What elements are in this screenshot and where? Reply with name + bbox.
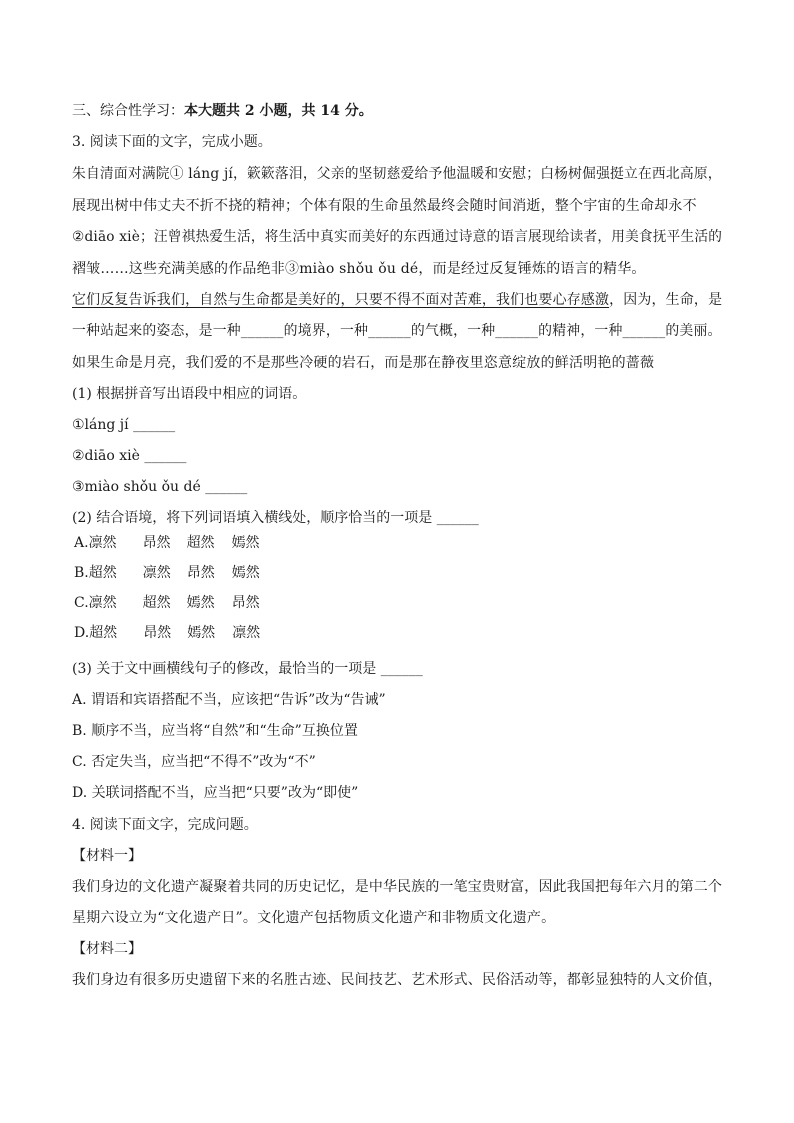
option-word: 超然	[88, 565, 117, 581]
sub-question-2-prompt: (2) 结合语境，将下列词语填入横线处，顺序恰当的一项是 ______	[72, 510, 479, 526]
passage-line-5-tail: ，因为，生命，是	[609, 292, 723, 308]
option-word: 超然	[186, 535, 215, 551]
option-word: 凛然	[142, 565, 171, 581]
passage-line-4: 褶皱……这些充满美感的作品绝非③miào shǒu ǒu dé，而是经过反复锤炼的语言的精华。	[72, 261, 646, 277]
choice-option-a	[74, 533, 260, 553]
passage-line-2: 展现出树中伟丈夫不折不挠的精神；个体有限的生命虽然最终会随时间消逝，整个宇宙的生命却永不	[72, 198, 697, 214]
choice-option-d	[74, 623, 260, 643]
sub-question-1-prompt: (1) 根据拼音写出语段中相应的词语。	[72, 386, 307, 402]
section-heading-rule: 本大题共 2 小题，共 14 分。	[184, 103, 373, 119]
option-word: 超然	[89, 625, 118, 641]
option-word: 超然	[142, 595, 171, 611]
material-1-line-2: 星期六设立为“文化遗产日”。文化遗产包括物质文化遗产和非物质文化遗产。	[72, 910, 556, 926]
choice-option-b	[74, 563, 260, 583]
pinyin-item-2: ②diāo xiè ______	[72, 448, 187, 464]
option-letter: C.	[74, 595, 89, 611]
material-1-line-1: 我们身边的文化遗产凝聚着共同的历史记忆，是中华民族的一笔宝贵财富，因此我国把每年六月的第二个	[72, 879, 723, 895]
option-word: 昂然	[142, 535, 171, 551]
revision-option-a: A. 谓语和宾语搭配不当，应该把“告诉”改为“告诫”	[72, 692, 386, 708]
question-4-title: 4. 阅读下面文字，完成问题。	[72, 817, 258, 833]
option-word: 嫣然	[187, 625, 216, 641]
material-1-label: 【材料一】	[72, 848, 142, 864]
question-3-title: 3. 阅读下面的文字，完成小题。	[72, 134, 272, 150]
option-letter: A.	[74, 535, 89, 551]
option-word: 凛然	[232, 625, 261, 641]
section-heading	[72, 101, 373, 121]
pinyin-item-1: ①láng jí ______	[72, 417, 176, 433]
passage-line-1: 朱自清面对满院① láng jí，簌簌落泪，父亲的坚韧慈爱给予他温暖和安慰；白杨树倔强挺立在西北高原，	[72, 166, 722, 182]
option-word: 昂然	[231, 595, 260, 611]
option-word: 嫣然	[186, 595, 215, 611]
passage-line-3: ②diāo xiè；汪曾祺热爱生活，将生活中真实而美好的东西通过诗意的语言展现给读者，用美食抚平生活的	[72, 229, 723, 245]
passage-line-6: 一种站起来的姿态，是一种______的境界，一种______的气概，一种______的精神，一种______的美丽。	[72, 323, 722, 339]
passage-line-7: 如果生命是月亮，我们爱的不是那些冷硬的岩石，而是那在静夜里恣意绽放的鲜活明艳的蔷薇	[72, 355, 655, 371]
sub-question-3-prompt: (3) 关于文中画横线句子的修改，最恰当的一项是 ______	[72, 661, 423, 677]
option-word: 昂然	[143, 625, 172, 641]
material-2-line-1: 我们身边有很多历史遗留下来的名胜古迹、民间技艺、艺术形式、民俗活动等，都彰显独特的人文价值，	[72, 972, 723, 988]
option-word: 嫣然	[231, 535, 260, 551]
revision-option-c: C. 否定失当，应当把“不得不”改为“不”	[72, 754, 316, 770]
option-letter: D.	[74, 625, 90, 641]
option-word: 嫣然	[231, 565, 260, 581]
pinyin-item-3: ③miào shǒu ǒu dé ______	[72, 479, 248, 495]
underlined-sentence: 它们反复告诉我们，自然与生命都是美好的，只要不得不面对苦难，我们也要心存感激	[72, 292, 610, 308]
option-letter: B.	[74, 565, 89, 581]
option-word: 凛然	[88, 595, 117, 611]
option-word: 昂然	[186, 565, 215, 581]
revision-option-d: D. 关联词搭配不当，应当把“只要”改为“即使”	[72, 785, 359, 801]
material-2-label: 【材料二】	[72, 941, 142, 957]
revision-option-b: B. 顺序不当，应当将“自然”和“生命”互换位置	[72, 723, 358, 739]
option-word: 凛然	[88, 535, 117, 551]
choice-option-c	[74, 593, 260, 613]
section-heading-prefix: 三、综合性学习：	[72, 103, 184, 119]
passage-line-5	[72, 290, 722, 310]
